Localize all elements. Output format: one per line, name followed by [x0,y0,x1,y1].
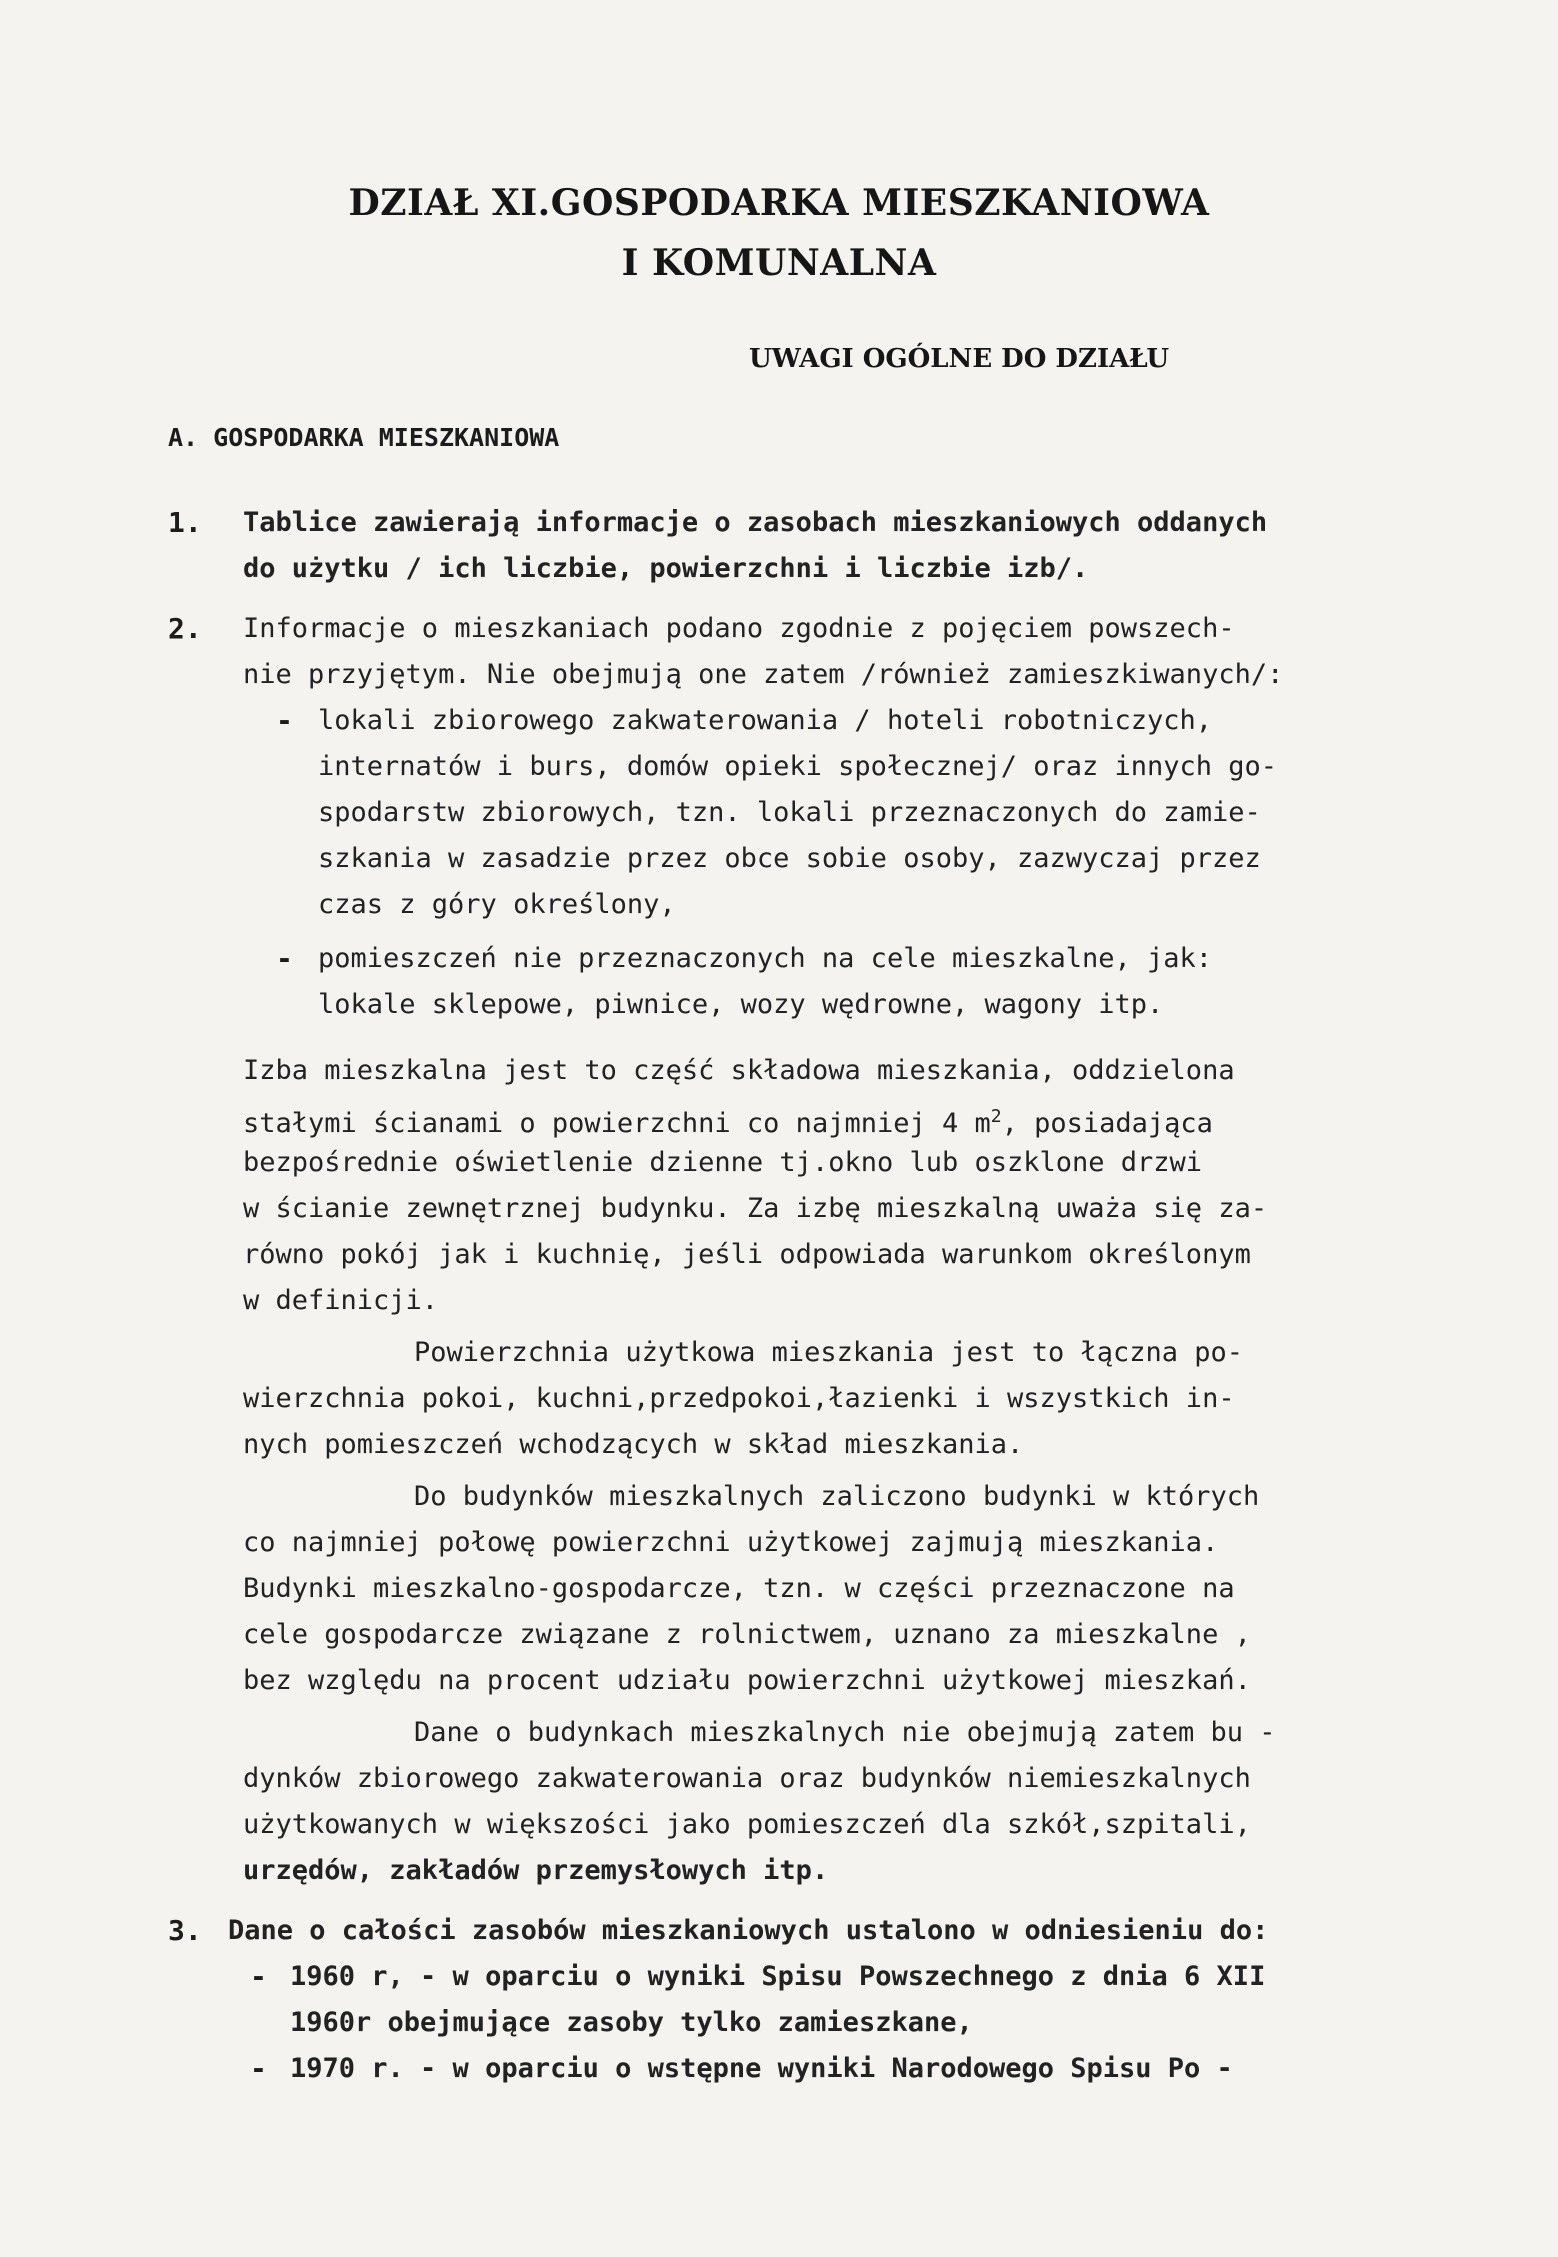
izba-line: bezpośrednie oświetlenie dzienne tj.okno lub oszklone drzwi [243,1147,1203,1178]
budynki-line: co najmniej połowę powierzchni użytkowej zajmują mieszkania. [243,1527,1219,1558]
section-title-line2: I KOMUNALNA [621,242,937,284]
list-dash: - [250,2052,267,2085]
budynki-line: bez względu na procent udziału powierzchni użytkowej mieszkań. [243,1665,1251,1696]
list-item-line: 1970 r. - w oparciu o wstępne wyniki Narodowego Spisu Po - [290,2053,1233,2084]
item-1-line: do użytku / ich liczbie, powierzchni i liczbie izb/. [243,553,1089,584]
powierzchnia-line: Powierzchnia użytkowa mieszkania jest to łączna po- [414,1337,1244,1368]
item-1-line: Tablice zawierają informacje o zasobach mieszkaniowych oddanych [243,507,1268,538]
section-a-label: A. [168,423,199,452]
section-a-heading [168,423,559,452]
izba-line: w ścianie zewnętrznej budynku. Za izbę mieszkalną uważa się za- [243,1193,1268,1224]
list-item-line: lokale sklepowe, piwnice, wozy wędrowne, wagony itp. [318,989,1164,1020]
budynki-line: cele gospodarcze związane z rolnictwem, uznano za mieszkalne , [243,1619,1251,1650]
izba-line: Izba mieszkalna jest to część składowa mieszkania, oddzielona [243,1055,1235,1086]
izba-line: równo pokój jak i kuchnię, jeśli odpowiada warunkom określonym [243,1239,1251,1270]
list-item-line: pomieszczeń nie przeznaczonych na cele mieszkalne, jak: [318,943,1213,974]
budynki-line: Budynki mieszkalno-gospodarcze, tzn. w części przeznaczone na [243,1573,1235,1604]
list-item-line: spodarstw zbiorowych, tzn. lokali przeznaczonych do zamie- [318,797,1261,828]
list-item-line: szkania w zasadzie przez obce sobie osoby, zazwyczaj przez [318,843,1261,874]
item-2-number: 2. [168,612,202,645]
list-item-line: 1960 r, - w oparciu o wyniki Spisu Powszechnego z dnia 6 XII [290,1961,1266,1992]
section-a-text: GOSPODARKA MIESZKANIOWA [213,423,560,452]
dane-line: Dane o budynkach mieszkalnych nie obejmują zatem bu - [414,1717,1276,1748]
izba-text: stałymi ścianami o powierzchni co najmniej 4 m [243,1108,991,1139]
item-1-number: 1. [168,506,202,539]
superscript-2: 2 [990,1106,1002,1127]
list-item-line: lokali zbiorowego zakwaterowania / hoteli robotniczych, [318,705,1213,736]
list-dash: - [250,1960,267,1993]
list-dash: - [276,942,293,975]
izba-text: , posiadająca [1001,1108,1213,1139]
list-dash: - [276,704,293,737]
list-item-line: 1960r obejmujące zasoby tylko zamieszkane, [290,2007,973,2038]
dane-line: użytkowanych w większości jako pomieszczeń dla szkół,szpitali, [243,1809,1251,1840]
powierzchnia-line: wierzchnia pokoi, kuchni,przedpokoi,łazienki i wszystkich in- [243,1383,1235,1414]
powierzchnia-line: nych pomieszczeń wchodzących w skład mieszkania. [243,1429,1024,1460]
budynki-line: Do budynków mieszkalnych zaliczono budynki w których [414,1481,1260,1512]
list-item-line: czas z góry określony, [318,889,676,920]
item-3-number: 3. [168,1914,202,1947]
section-title-line1: DZIAŁ XI.GOSPODARKA MIESZKANIOWA [348,182,1210,224]
item-3-line: Dane o całości zasobów mieszkaniowych ustalono w odniesieniu do: [228,1915,1269,1946]
izba-line: w definicji. [243,1285,439,1316]
dane-line: dynków zbiorowego zakwaterowania oraz budynków niemieszkalnych [243,1763,1251,1794]
item-2-line: nie przyjętym. Nie obejmują one zatem /również zamieszkiwanych/: [243,659,1284,690]
item-2-line: Informacje o mieszkaniach podano zgodnie z pojęciem powszech- [243,613,1235,644]
list-item-line: internatów i burs, domów opieki społecznej/ oraz innych go- [318,751,1278,782]
section-subtitle: UWAGI OGÓLNE DO DZIAŁU [748,344,1170,374]
dane-line: urzędów, zakładów przemysłowych itp. [243,1855,829,1886]
